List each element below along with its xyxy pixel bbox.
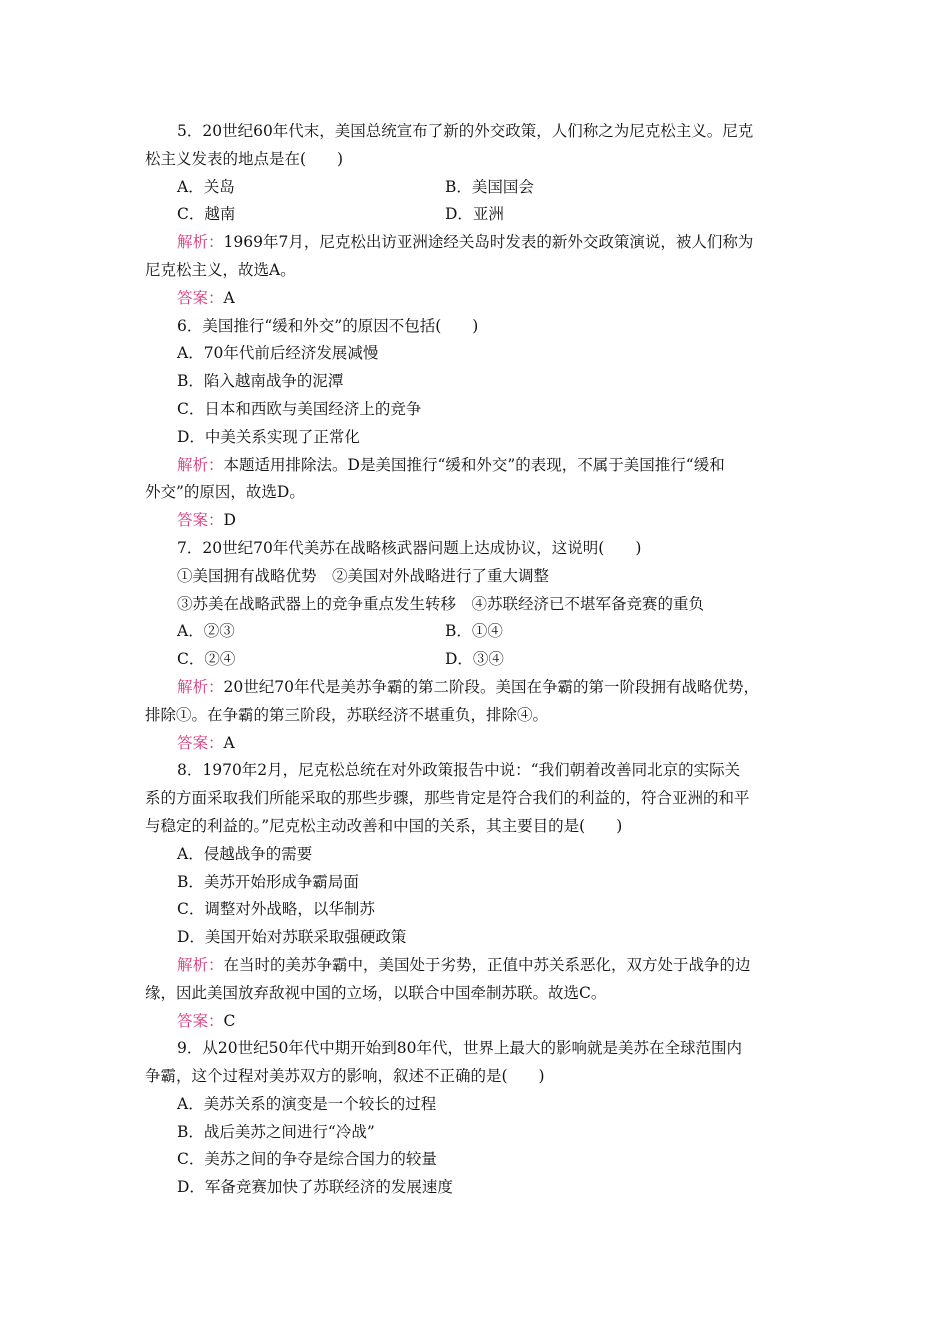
option-c: C．越南 <box>177 205 236 224</box>
analysis-text: 在当时的美苏争霸中，美国处于劣势，正值中苏关系恶化，双方处于战争的边 <box>223 955 751 974</box>
question-stem: 松主义发表的地点是在( ) <box>145 149 344 168</box>
option-a: A．70年代前后经济发展减慢 <box>177 344 379 363</box>
question-stem: 8．1970年2月，尼克松总统在对外政策报告中说：“我们朝着改善同北京的实际关 <box>177 761 741 780</box>
option-row <box>145 618 810 646</box>
answer-line <box>145 730 810 758</box>
statement-line: ①美国拥有战略优势 ②美国对外战略进行了重大调整 <box>177 566 550 585</box>
answer-label: 答案： <box>177 1011 224 1030</box>
analysis-label: 解析： <box>177 955 224 974</box>
question-9 <box>145 1035 810 1202</box>
question-stem: 7．20世纪70年代美苏在战略核武器问题上达成协议，这说明( ) <box>177 538 642 557</box>
analysis-text: 排除①。在争霸的第三阶段，苏联经济不堪重负，排除④。 <box>145 705 549 724</box>
option-b: B．陷入越南战争的泥潭 <box>177 372 344 391</box>
option-c: C．②④ <box>177 650 236 669</box>
question-6 <box>145 313 810 535</box>
option-d: D．中美关系实现了正常化 <box>177 427 360 446</box>
question-stem: 系的方面采取我们所能采取的那些步骤，那些肯定是符合我们的利益的，符合亚洲的和平 <box>145 789 750 808</box>
option-row <box>145 174 810 202</box>
answer-value: D <box>223 511 236 530</box>
analysis-text: 20世纪70年代是美苏争霸的第二阶段。美国在争霸的第一阶段拥有战略优势， <box>223 677 759 696</box>
option-row <box>145 646 810 674</box>
option-a: A．②③ <box>177 622 235 641</box>
answer-line <box>145 285 810 313</box>
question-stem: 9．从20世纪50年代中期开始到80年代，世界上最大的影响就是美苏在全球范围内 <box>177 1039 743 1058</box>
analysis-text: 尼克松主义，故选A。 <box>145 260 296 279</box>
question-stem: 5．20世纪60年代末，美国总统宣布了新的外交政策，人们称之为尼克松主义。尼克 <box>177 122 754 140</box>
analysis-label: 解析： <box>177 233 224 252</box>
option-c: C．美苏之间的争夺是综合国力的较量 <box>177 1150 437 1169</box>
option-a: A．美苏关系的演变是一个较长的过程 <box>177 1094 437 1113</box>
option-c: C．日本和西欧与美国经济上的竞争 <box>177 399 422 418</box>
answer-value: A <box>223 288 235 307</box>
statement-line: ③苏美在战略武器上的竞争重点发生转移 ④苏联经济已不堪军备竞赛的重负 <box>177 594 705 613</box>
analysis-line <box>145 452 810 480</box>
option-a: A．关岛 <box>177 177 235 196</box>
analysis-text: 1969年7月，尼克松出访亚洲途经关岛时发表的新外交政策演说，被人们称为 <box>223 233 754 252</box>
option-d: D．美国开始对苏联采取强硬政策 <box>177 928 407 947</box>
answer-value: C <box>223 1011 236 1030</box>
analysis-line <box>145 674 810 702</box>
analysis-label: 解析： <box>177 677 224 696</box>
answer-value: A <box>223 733 235 752</box>
option-b: B．美苏开始形成争霸局面 <box>177 872 359 891</box>
analysis-text: 缘，因此美国放弃敌视中国的立场，以联合中国牵制苏联。故选C。 <box>145 983 607 1002</box>
question-7 <box>145 535 810 757</box>
question-stem: 6．美国推行“缓和外交”的原因不包括( ) <box>177 316 479 335</box>
analysis-text: 外交”的原因，故选D。 <box>145 483 305 502</box>
option-b: B．战后美苏之间进行“冷战” <box>177 1122 375 1141</box>
answer-label: 答案： <box>177 288 224 307</box>
answer-label: 答案： <box>177 511 224 530</box>
option-a: A．侵越战争的需要 <box>177 844 313 863</box>
answer-line <box>145 1008 810 1036</box>
option-d: D．军备竞赛加快了苏联经济的发展速度 <box>177 1178 453 1197</box>
analysis-text: 本题适用排除法。D是美国推行“缓和外交”的表现，不属于美国推行“缓和 <box>223 455 725 474</box>
analysis-label: 解析： <box>177 455 224 474</box>
analysis-line <box>145 229 810 257</box>
answer-line <box>145 507 810 535</box>
option-d: D．亚洲 <box>445 205 504 224</box>
document-content <box>145 118 810 1202</box>
answer-label: 答案： <box>177 733 224 752</box>
option-d: D．③④ <box>445 650 504 669</box>
question-stem: 与稳定的利益的。”尼克松主动改善和中国的关系，其主要目的是( ) <box>145 816 623 835</box>
analysis-line <box>145 952 810 980</box>
question-stem: 争霸，这个过程对美苏双方的影响，叙述不正确的是( ) <box>145 1067 545 1086</box>
option-b: B．美国国会 <box>445 177 534 196</box>
question-8 <box>145 757 810 1035</box>
option-b: B．①④ <box>445 622 503 641</box>
option-c: C．调整对外战略，以华制苏 <box>177 900 375 919</box>
option-row <box>145 201 810 229</box>
question-5 <box>145 118 810 313</box>
